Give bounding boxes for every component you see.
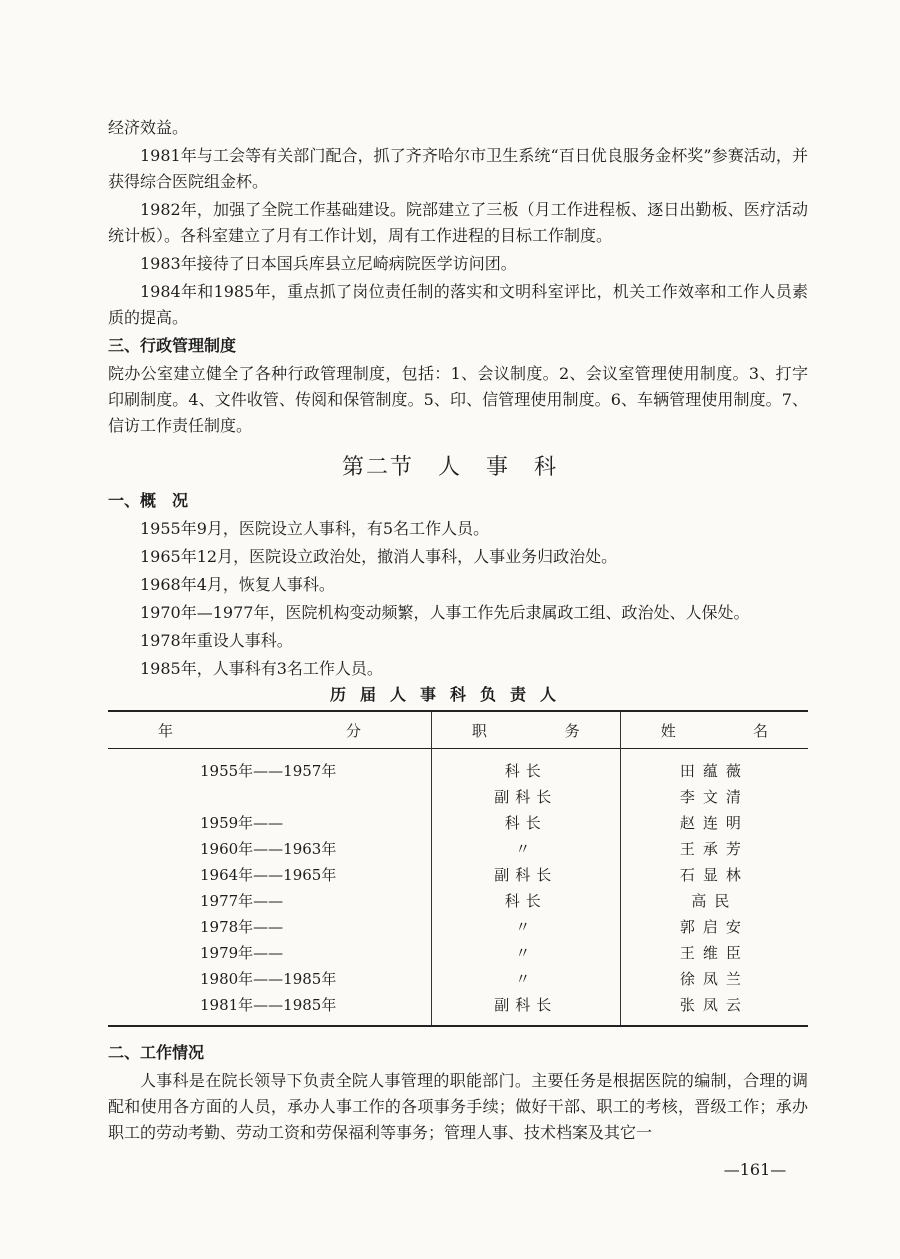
row-years: 1960年——1963年	[108, 835, 431, 861]
admin-paragraph: 院办公室建立健全了各种行政管理制度，包括：1、会议制度。2、会议室管理使用制度。3、打字印刷制度。4、文件收管、传阅和保管制度。5、印、信管理使用制度。6、车辆管理使用制度。7、信访工作责任制度。	[108, 364, 808, 435]
row-years: 1977年——	[108, 887, 431, 913]
row-position: 副科长	[431, 861, 620, 887]
overview-line-0: 1955年9月，医院设立人事科，有5名工作人员。	[140, 519, 490, 538]
paragraph-1: 1981年与工会等有关部门配合，抓了齐齐哈尔市卫生系统“百日优良服务金杯奖”参赛活动，并获得综合医院组金杯。	[108, 146, 808, 191]
work-block	[108, 1040, 808, 1148]
row-position: 科长	[431, 749, 620, 784]
row-years: 1980年——1985年	[108, 965, 431, 991]
row-years: 1955年——1957年	[108, 749, 431, 784]
paragraph-3: 1983年接待了日本国兵库县立尼崎病院医学访问团。	[140, 254, 517, 273]
row-name: 郭启安	[679, 917, 749, 936]
work-paragraph: 人事科是在院长领导下负责全院人事管理的职能部门。主要任务是根据医院的编制，合理的调配和使用各方面的人员，承办人事工作的各项事务手续；做好干部、职工的考核，晋级工作；承办职工的劳动考勤、劳动工资和劳保福利等事务；管理人事、技术档案及其它一	[108, 1071, 808, 1142]
overview-line-4: 1978年重设人事科。	[140, 631, 293, 650]
row-years: 1959年——	[108, 809, 431, 835]
table-row	[108, 835, 808, 861]
row-position: 副科长	[431, 991, 620, 1026]
row-name: 张凤云	[679, 995, 749, 1014]
overview-block	[108, 488, 808, 684]
overview-line-1: 1965年12月，医院设立政治处，撤消人事科，人事业务归政治处。	[140, 547, 618, 566]
row-position: 〃	[431, 913, 620, 939]
row-name: 石显林	[679, 865, 749, 884]
row-years: 1978年——	[108, 913, 431, 939]
row-name: 李文清	[679, 787, 749, 806]
table-row	[108, 749, 808, 784]
row-position: 科长	[431, 809, 620, 835]
table-row	[108, 913, 808, 939]
table-caption: 历届人事科负责人	[329, 685, 570, 704]
row-position: 〃	[431, 965, 620, 991]
paragraph-2: 1982年，加强了全院工作基础建设。院部建立了三板（月工作进程板、逐日出勤板、医疗活动统计板）。各科室建立了月有工作计划，周有工作进程的目标工作制度。	[108, 200, 808, 245]
row-name: 赵连明	[679, 813, 749, 832]
header-name: 姓名	[660, 721, 768, 740]
row-name: 王维臣	[679, 943, 749, 962]
row-name: 徐凤兰	[679, 969, 749, 988]
work-heading: 二、工作情况	[108, 1043, 205, 1062]
table-row	[108, 809, 808, 835]
table-header-row	[108, 711, 808, 749]
leaders-table-wrap	[108, 710, 808, 1029]
row-name: 王承芳	[679, 839, 749, 858]
page-number: —161—	[723, 1160, 787, 1179]
overview-line-5: 1985年，人事科有3名工作人员。	[140, 659, 383, 678]
overview-line-2: 1968年4月，恢复人事科。	[140, 575, 335, 594]
table-row	[108, 991, 808, 1026]
row-name: 高民	[691, 891, 738, 910]
top-text-block	[108, 115, 808, 441]
paragraph-4: 1984年和1985年，重点抓了岗位责任制的落实和文明科室评比，机关工作效率和工作人员素质的提高。	[108, 282, 808, 327]
table-row	[108, 861, 808, 887]
section-title: 第二节 人 事 科	[341, 455, 558, 480]
admin-heading: 三、行政管理制度	[108, 336, 237, 355]
row-position: 科长	[431, 887, 620, 913]
overview-line-3: 1970年—1977年，医院机构变动频繁，人事工作先后隶属政工组、政治处、人保处。	[140, 603, 750, 622]
table-row	[108, 965, 808, 991]
table-body	[108, 749, 808, 1027]
table-row	[108, 887, 808, 913]
header-years: 年分	[108, 711, 431, 749]
row-position: 〃	[431, 939, 620, 965]
table-row	[108, 939, 808, 965]
leaders-table	[108, 710, 808, 1029]
row-years: 1979年——	[108, 939, 431, 965]
row-name: 田蕴薇	[679, 761, 749, 780]
row-position: 〃	[431, 835, 620, 861]
row-position: 副科长	[431, 783, 620, 809]
row-years: 1981年——1985年	[108, 991, 431, 1026]
table-row	[108, 783, 808, 809]
row-years	[108, 783, 431, 809]
row-years: 1964年——1965年	[108, 861, 431, 887]
header-position: 职务	[431, 711, 620, 749]
paragraph-0: 经济效益。	[108, 118, 189, 137]
overview-heading: 一、概 况	[108, 491, 189, 510]
